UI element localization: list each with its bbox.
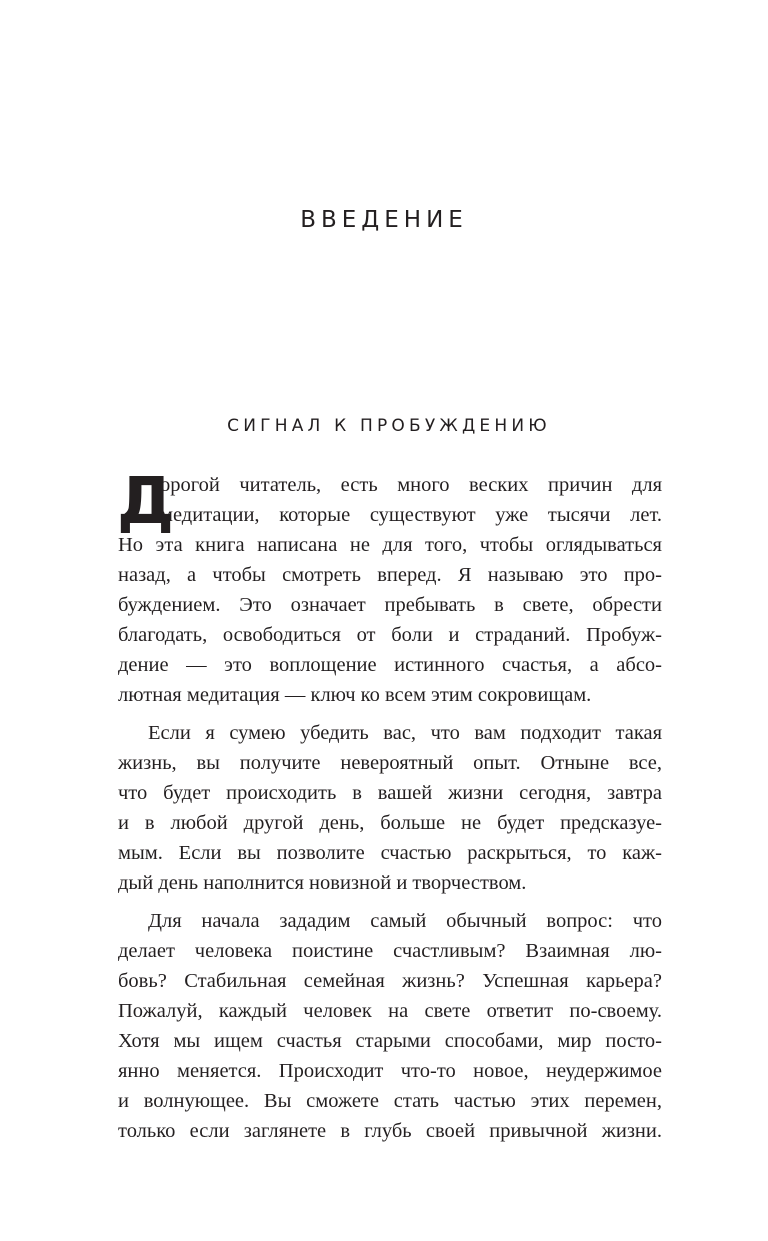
paragraph-3-line-5: Хотя мы ищем счастья старыми способами, мир посто- bbox=[118, 1030, 662, 1052]
paragraph-2-line-1: Если я сумею убедить вас, что вам подходит такая bbox=[148, 722, 662, 744]
paragraph-1-line-6: благодать, освободиться от боли и страданий. Пробуж- bbox=[118, 624, 662, 646]
paragraph-1-line-5: буждением. Это означает пребывать в свете, обрести bbox=[118, 594, 662, 616]
drop-cap: Д bbox=[117, 465, 174, 539]
paragraph-2-line-3: что будет происходить в вашей жизни сегодня, завтра bbox=[118, 782, 662, 804]
paragraph-2-line-2: жизнь, вы получите невероятный опыт. Отныне все, bbox=[118, 752, 662, 774]
paragraph-3-line-2: делает человека поистине счастливым? Взаимная лю- bbox=[118, 940, 662, 962]
paragraph-3-line-8: только если заглянете в глубь своей привычной жизни. bbox=[118, 1120, 662, 1142]
paragraph-3-line-4: Пожалуй, каждый человек на свете ответит по-своему. bbox=[118, 1000, 662, 1022]
paragraph-1-line-2: медитации, которые существуют уже тысячи лет. bbox=[160, 504, 662, 526]
paragraph-1-line-7: дение — это воплощение истинного счастья, а абсо- bbox=[118, 654, 662, 676]
paragraph-1-line-3: Но эта книга написана не для того, чтобы оглядываться bbox=[118, 534, 662, 556]
paragraph-1-line-8: лютная медитация — ключ ко всем этим сокровищам. bbox=[118, 684, 592, 706]
section-title: СИГНАЛ К ПРОБУЖДЕНИЮ bbox=[227, 416, 551, 436]
chapter-title: ВВЕДЕНИЕ bbox=[300, 207, 468, 233]
paragraph-1-line-4: назад, а чтобы смотреть вперед. Я называю это про- bbox=[118, 564, 662, 586]
paragraph-3-line-3: бовь? Стабильная семейная жизнь? Успешная карьера? bbox=[118, 970, 662, 992]
paragraph-3-line-1: Для начала зададим самый обычный вопрос: что bbox=[148, 910, 662, 932]
paragraph-2-line-5: мым. Если вы позволите счастью раскрыться, то каж- bbox=[118, 842, 662, 864]
paragraph-3-line-6: янно меняется. Происходит что-то новое, неудержимое bbox=[118, 1060, 662, 1082]
paragraph-2-line-6: дый день наполнится новизной и творчеством. bbox=[118, 872, 527, 894]
paragraph-1-line-1: орогой читатель, есть много веских причин для bbox=[160, 474, 662, 496]
body-text bbox=[117, 465, 662, 1146]
paragraph-2-line-4: и в любой другой день, больше не будет предсказуе- bbox=[118, 812, 662, 834]
paragraph-3-line-7: и волнующее. Вы сможете стать частью этих перемен, bbox=[118, 1090, 662, 1112]
